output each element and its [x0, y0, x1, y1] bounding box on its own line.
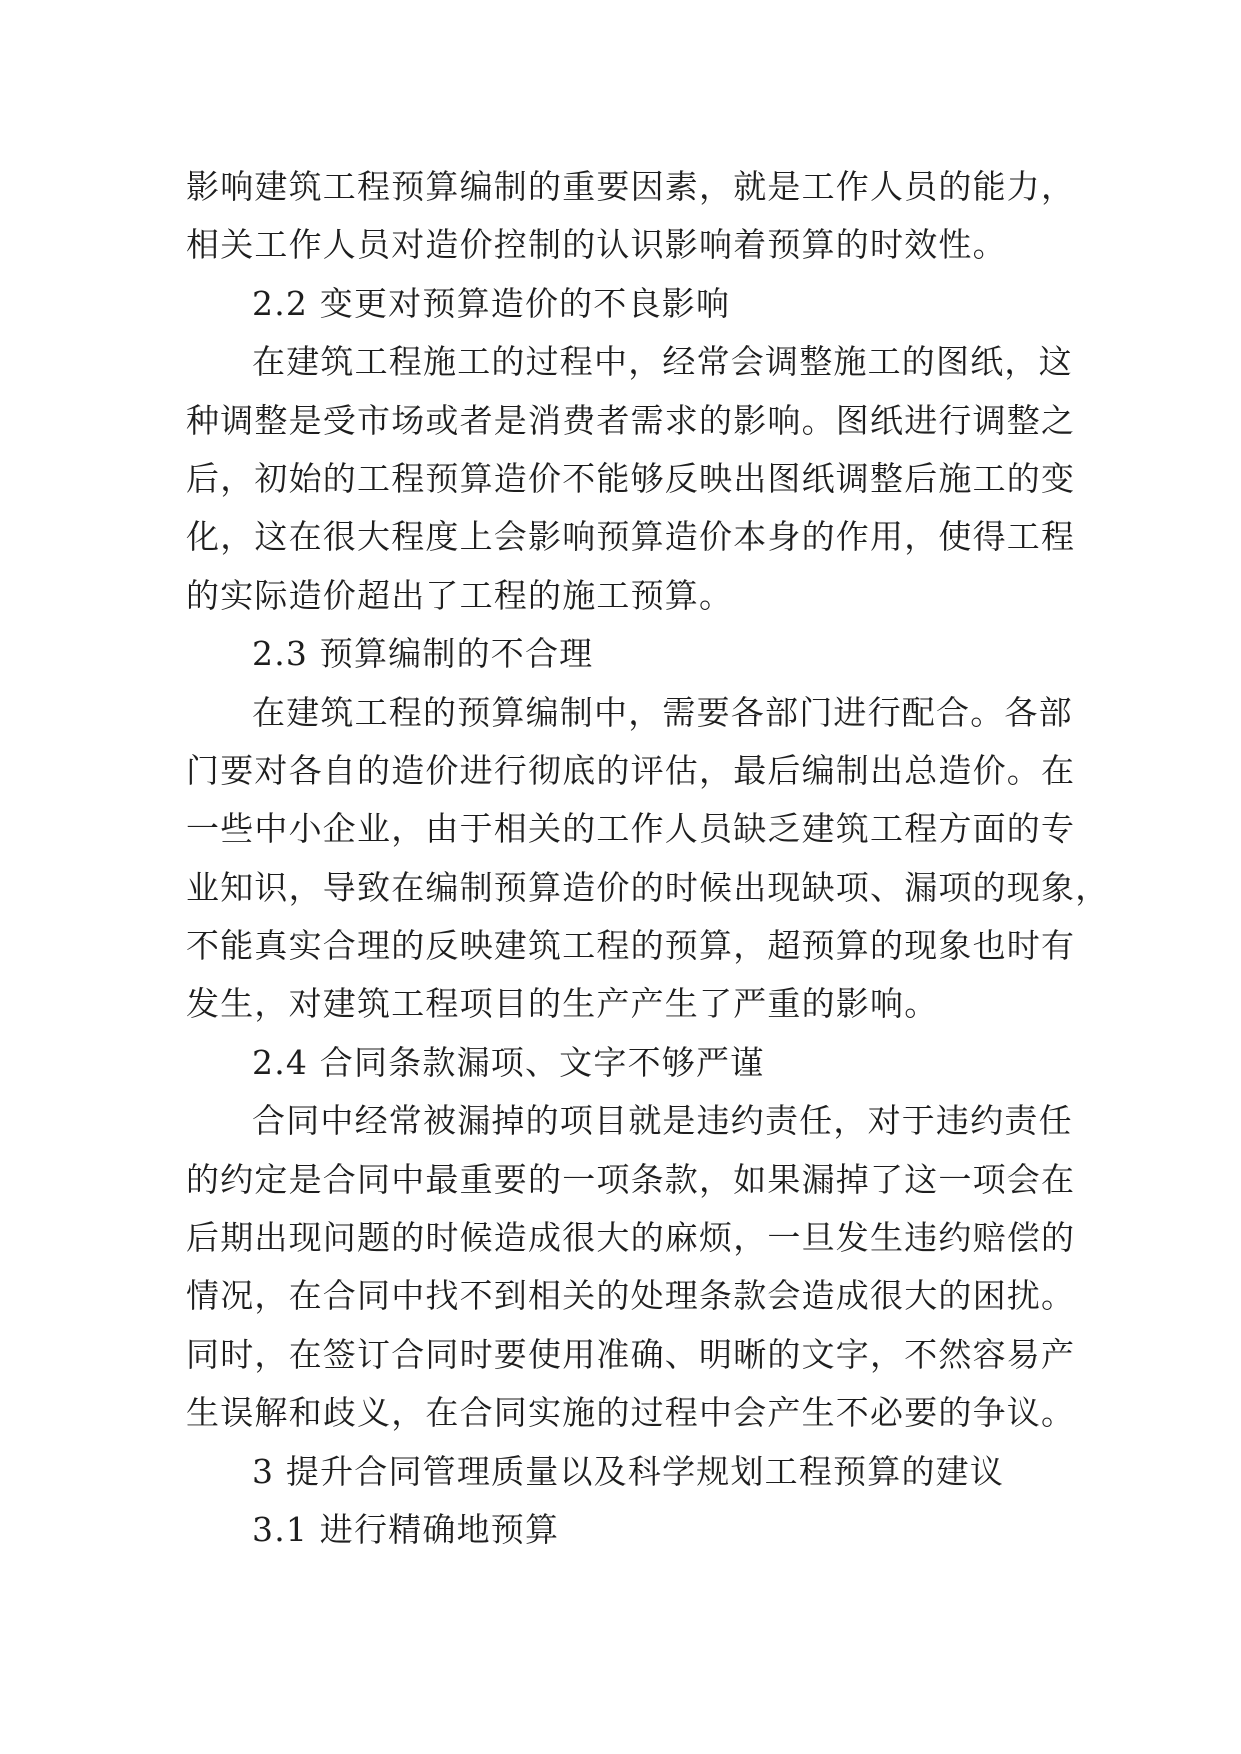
text-line-8: 的实际造价超出了工程的施工预算。: [186, 575, 734, 615]
text-line-7: 化，这在很大程度上会影响预算造价本身的作用，使得工程: [186, 517, 1076, 557]
text-line-21: 同时，在签订合同时要使用准确、明晰的文字，不然容易产: [186, 1334, 1076, 1374]
text-line-18: 的约定是合同中最重要的一项条款，如果漏掉了这一项会在: [186, 1159, 1076, 1199]
text-line-12: 一些中小企业，由于相关的工作人员缺乏建筑工程方面的专: [186, 809, 1076, 849]
text-line-5: 种调整是受市场或者是消费者需求的影响。图纸进行调整之: [186, 400, 1076, 440]
text-line-22: 生误解和歧义，在合同实施的过程中会产生不必要的争议。: [186, 1393, 1076, 1433]
text-line-17: 合同中经常被漏掉的项目就是违约责任，对于违约责任: [252, 1101, 1073, 1141]
text-line-13: 业知识，导致在编制预算造价的时候出现缺项、漏项的现象，: [186, 867, 1110, 907]
section-heading-3-1: 3.1 进行精确地预算: [252, 1509, 560, 1549]
text-line-10: 在建筑工程的预算编制中，需要各部门进行配合。各部: [252, 692, 1073, 732]
section-heading-2-4: 2.4 合同条款漏项、文字不够严谨: [252, 1042, 765, 1082]
body-text: [186, 158, 1110, 1559]
text-line-19: 后期出现问题的时候造成很大的麻烦，一旦发生违约赔偿的: [186, 1218, 1076, 1258]
text-line-2: 相关工作人员对造价控制的认识影响着预算的时效性。: [186, 225, 1007, 265]
text-line-20: 情况，在合同中找不到相关的处理条款会造成很大的困扰。: [186, 1276, 1076, 1316]
section-heading-2-3: 2.3 预算编制的不合理: [252, 634, 594, 674]
text-line-11: 门要对各自的造价进行彻底的评估，最后编制出总造价。在: [186, 750, 1076, 790]
text-line-14: 不能真实合理的反映建筑工程的预算，超预算的现象也时有: [186, 926, 1076, 966]
text-line-6: 后，初始的工程预算造价不能够反映出图纸调整后施工的变: [186, 458, 1076, 498]
section-heading-3: 3 提升合同管理质量以及科学规划工程预算的建议: [252, 1451, 1005, 1491]
text-line-4: 在建筑工程施工的过程中，经常会调整施工的图纸，这: [252, 342, 1073, 382]
section-heading-2-2: 2.2 变更对预算造价的不良影响: [252, 283, 731, 323]
text-line-15: 发生，对建筑工程项目的生产产生了严重的影响。: [186, 984, 939, 1024]
text-line-1: 影响建筑工程预算编制的重要因素，就是工作人员的能力，: [186, 167, 1076, 206]
